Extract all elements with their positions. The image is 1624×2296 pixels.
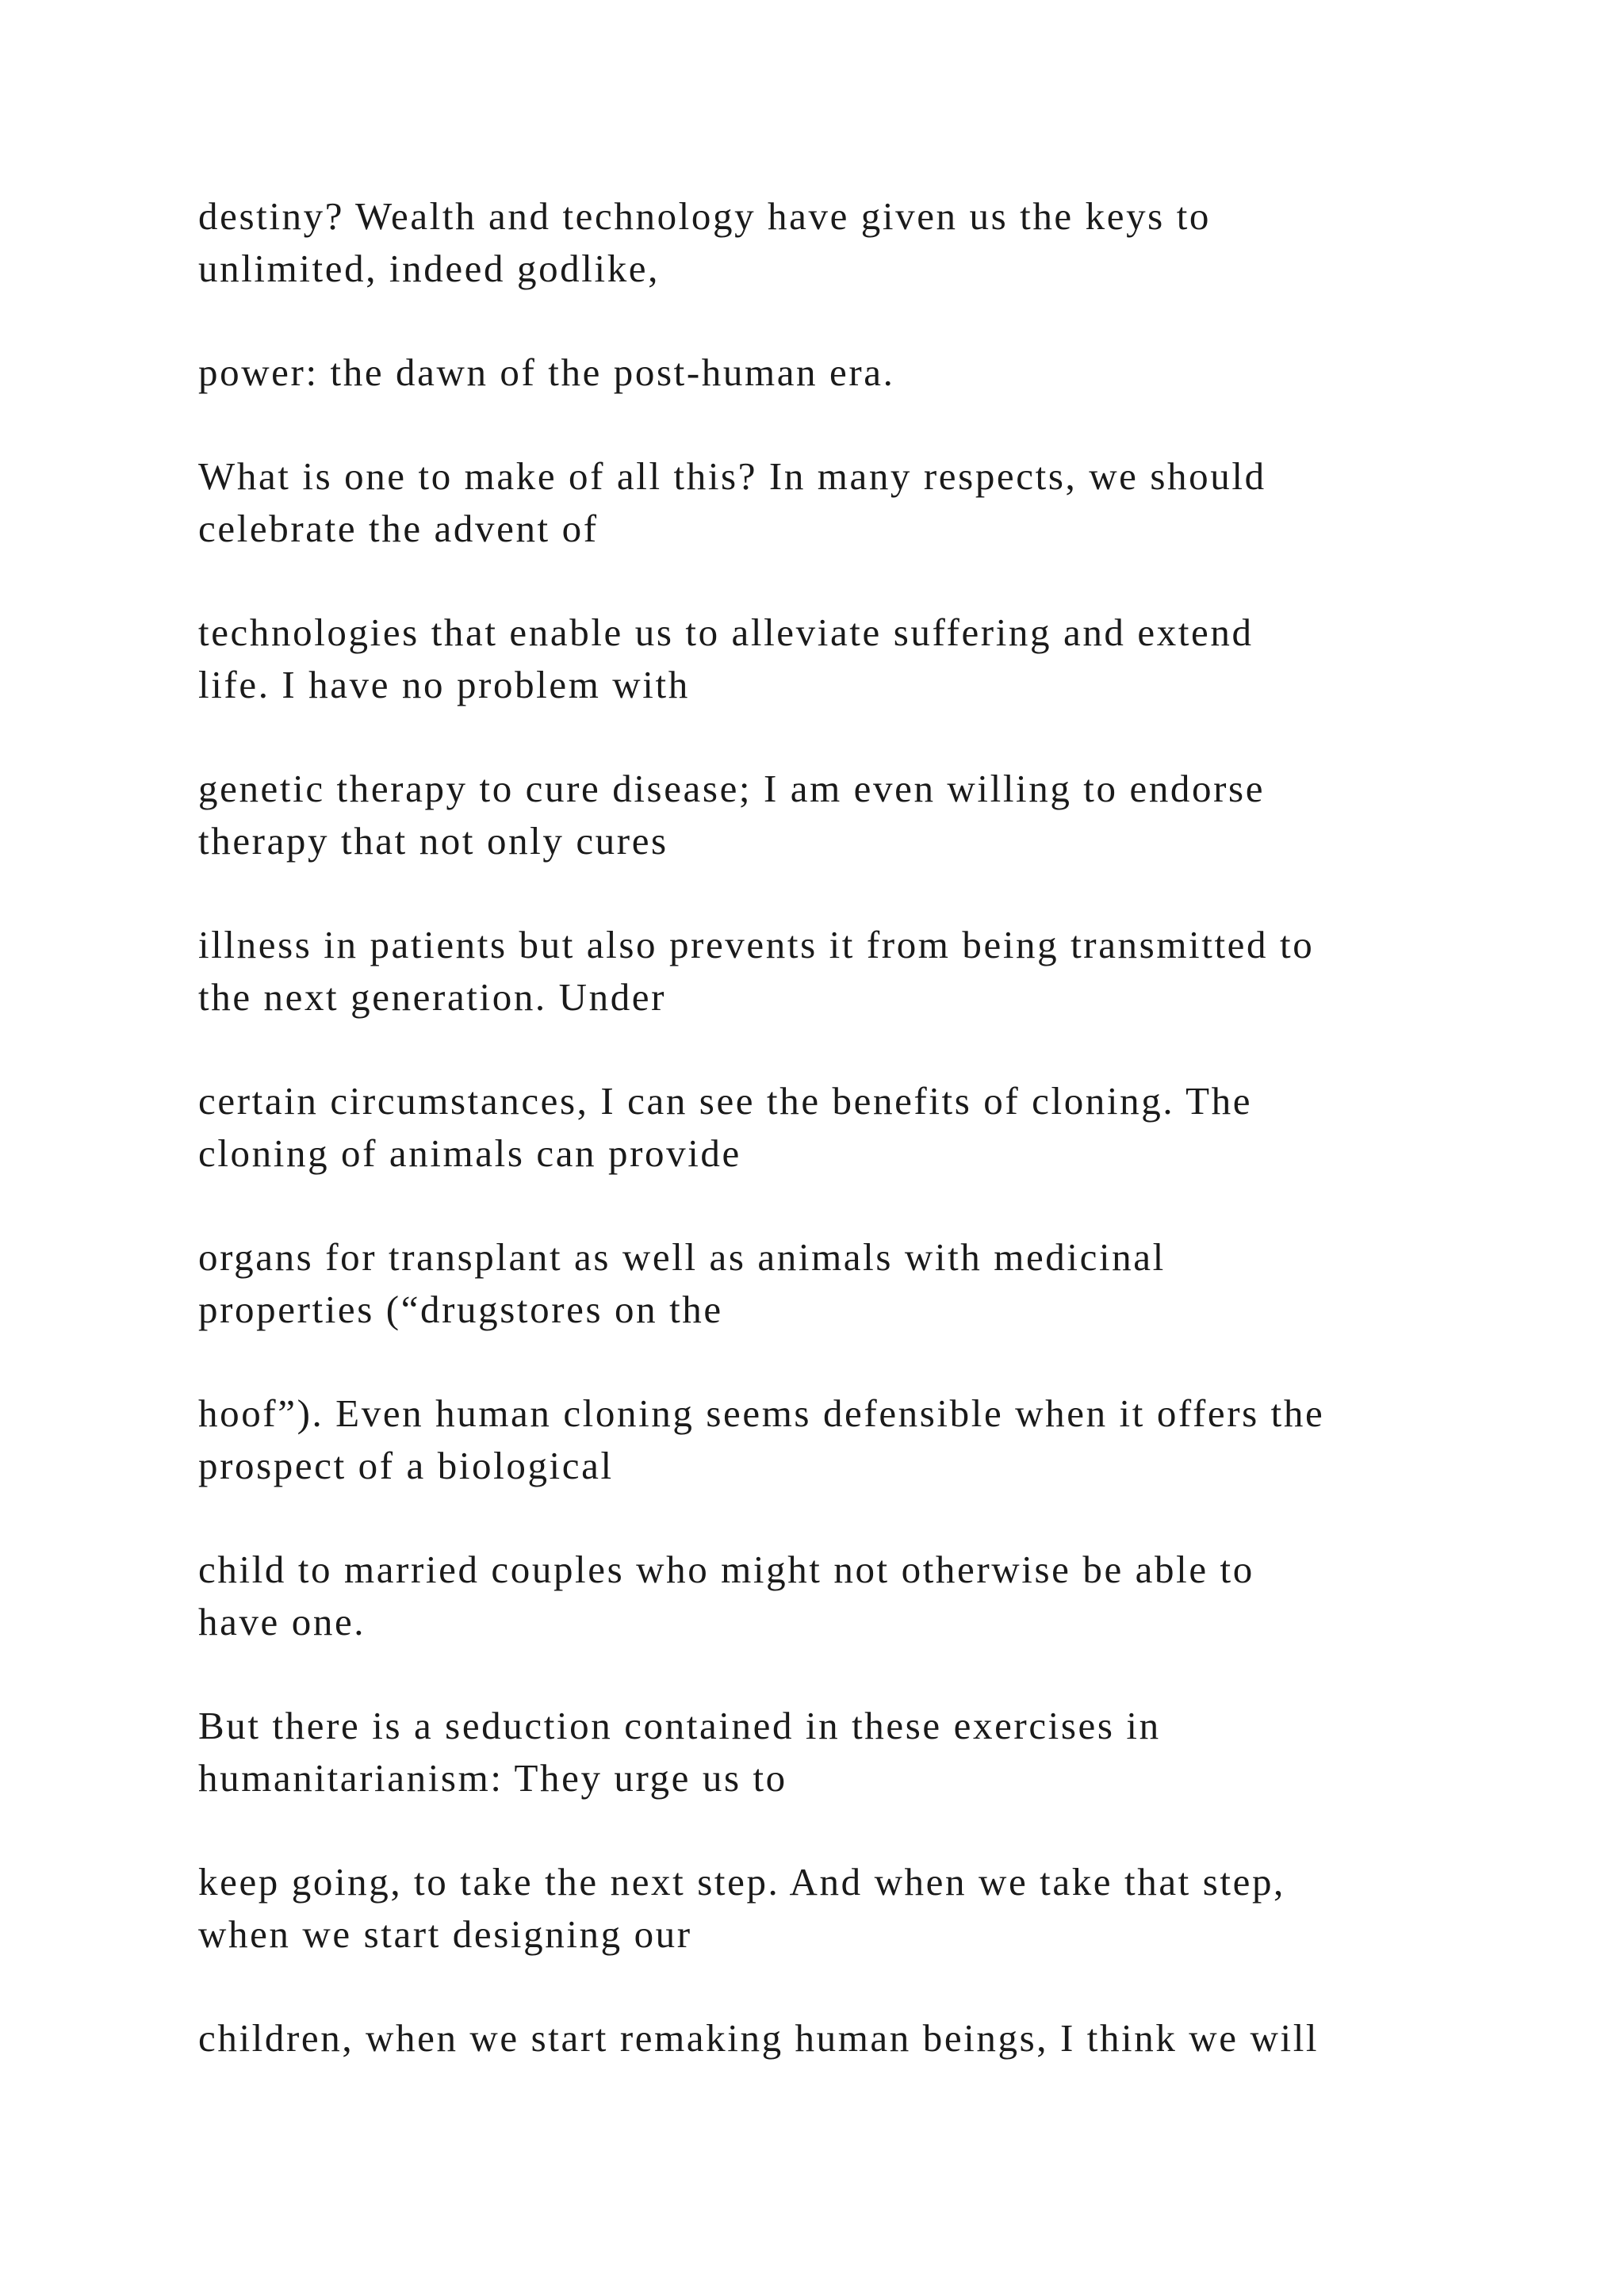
paragraph [198,1075,1507,1180]
text-line: child to married couples who might not otherwise be able to [198,1548,1254,1591]
paragraph [198,450,1507,555]
text-line: life. I have no problem with [198,663,690,706]
paragraph [198,1856,1507,1961]
paragraph [198,2012,1507,2064]
paragraph [198,346,1507,399]
text-line: keep going, to take the next step. And when we take that step, [198,1860,1285,1904]
text-line: illness in patients but also prevents it from being transmitted to [198,923,1315,966]
paragraph [198,190,1507,295]
text-line: humanitarianism: They urge us to [198,1756,787,1800]
text-line: have one. [198,1600,366,1644]
paragraph [198,1544,1507,1648]
text-line: certain circumstances, I can see the benefits of cloning. The [198,1079,1253,1123]
text-line: celebrate the advent of [198,507,599,550]
text-line: What is one to make of all this? In many respects, we should [198,454,1266,498]
text-line: destiny? Wealth and technology have given us the keys to [198,194,1212,238]
paragraph [198,607,1507,711]
paragraph [198,1387,1507,1492]
text-line: the next generation. Under [198,975,667,1019]
text-line: when we start designing our [198,1912,692,1956]
text-line: technologies that enable us to alleviate suffering and extend [198,610,1254,654]
body-text [198,190,1507,2116]
paragraph [198,763,1507,867]
text-line: children, when we start remaking human beings, I think we will [198,2016,1320,2060]
paragraph [198,1231,1507,1336]
text-line: properties (“drugstores on the [198,1288,723,1331]
text-line: prospect of a biological [198,1444,614,1487]
text-line: unlimited, indeed godlike, [198,247,661,290]
paragraph [198,919,1507,1024]
text-line: genetic therapy to cure disease; I am even willing to endorse [198,767,1266,810]
text-line: power: the dawn of the post-human era. [198,350,895,394]
text-line: organs for transplant as well as animals with medicinal [198,1235,1166,1279]
paragraph [198,1700,1507,1804]
text-line: But there is a seduction contained in these exercises in [198,1704,1161,1747]
text-line: cloning of animals can provide [198,1131,741,1175]
text-line: hoof”). Even human cloning seems defensible when it offers the [198,1391,1325,1435]
text-line: therapy that not only cures [198,819,668,863]
